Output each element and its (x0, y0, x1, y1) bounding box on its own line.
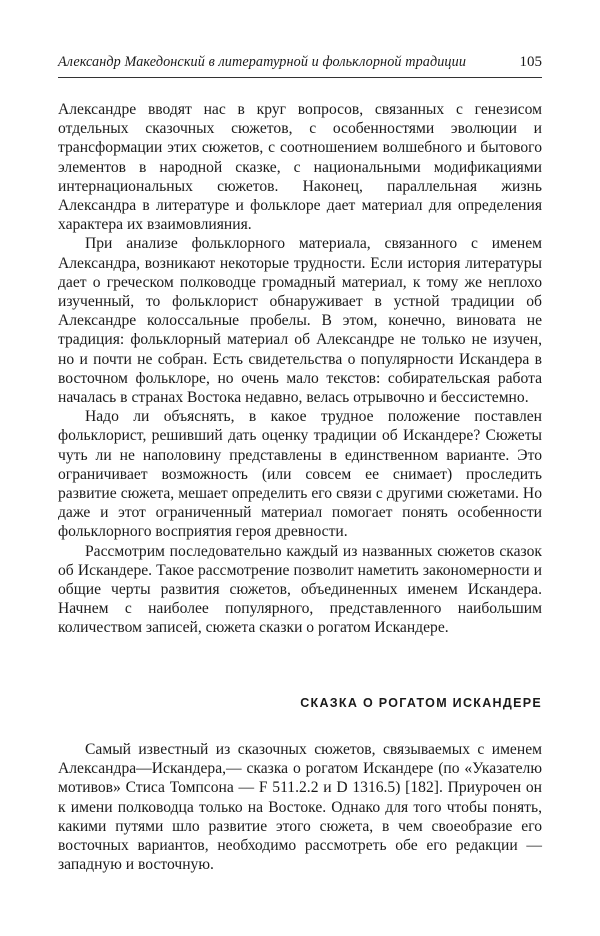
running-title: Александр Македонский в литературной и фольклорной традиции (58, 54, 467, 70)
main-text (58, 100, 542, 638)
running-header (58, 54, 542, 78)
paragraph-3: Надо ли объяснять, в какое трудное положение поставлен фольклорист, решивший дать оценку традиции об Искандере? Сюжеты чуть ли не наполовину представлены в единственном варианте. Это ограничивает возможность (или совсем ее снимает) проследить развитие сюжета, мешает определить его связи с другими сюжетами. Но даже и этот ограниченный материал помогает понять особенности фольклорного восприятия героя древности. (58, 408, 542, 541)
section-text (58, 740, 542, 874)
paragraph-4: Рассмотрим последовательно каждый из названных сюжетов сказок об Искандере. Такое рассмотрение позволит наметить закономерности и общие черты развития сюжетов, объединенных именем Искандера. Начнем с наиболее популярного, представленного наибольшим количеством записей, сюжета сказки о рогатом Искандере. (58, 542, 542, 637)
section-heading: СКАЗКА О РОГАТОМ ИСКАНДЕРЕ (300, 696, 542, 710)
page-number: 105 (519, 54, 542, 70)
paragraph-1: Александре вводят нас в круг вопросов, связанных с генезисом отдельных сказочных сюжетов, с особенностями эволюции и трансформации этих сюжетов, с соотношением волшебного и бытового элементов в народной сказке, с национальными модификациями интернациональных сюжетов. Наконец, параллельная жизнь Александра в литературе и фольклоре дает материал для определения характера их взаимовлияния. (58, 101, 542, 234)
section-paragraph: Самый известный из сказочных сюжетов, связываемых с именем Александра—Искандера,— сказка о рогатом Искандере (по «Указателю мотивов» Стиса Томпсона — F 511.2.2 и D 1316.5) [182]. Приурочен он к имени полководца только на Востоке. Однако для того чтобы понять, какими путями шло развитие этого сюжета, в чем своеобразие его восточных вариантов, необходимо рассмотреть обе его редакции — западную и восточную. (58, 741, 542, 874)
paragraph-2: При анализе фольклорного материала, связанного с именем Александра, возникают некоторые трудности. Если история литературы дает о греческом полководце громадный материал, к тому же неплохо изученный, то фольклорист обнаруживает в устной традиции об Александре колоссальные пробелы. В этом, конечно, виновата не традиция: фольклорный материал об Александре не только не изучен, но и почти не собран. Есть свидетельства о популярности Искандера в восточном фольклоре, но очень мало текстов: собирательская работа началась в странах Востока недавно, велась отрывочно и бессистемно. (58, 235, 542, 407)
